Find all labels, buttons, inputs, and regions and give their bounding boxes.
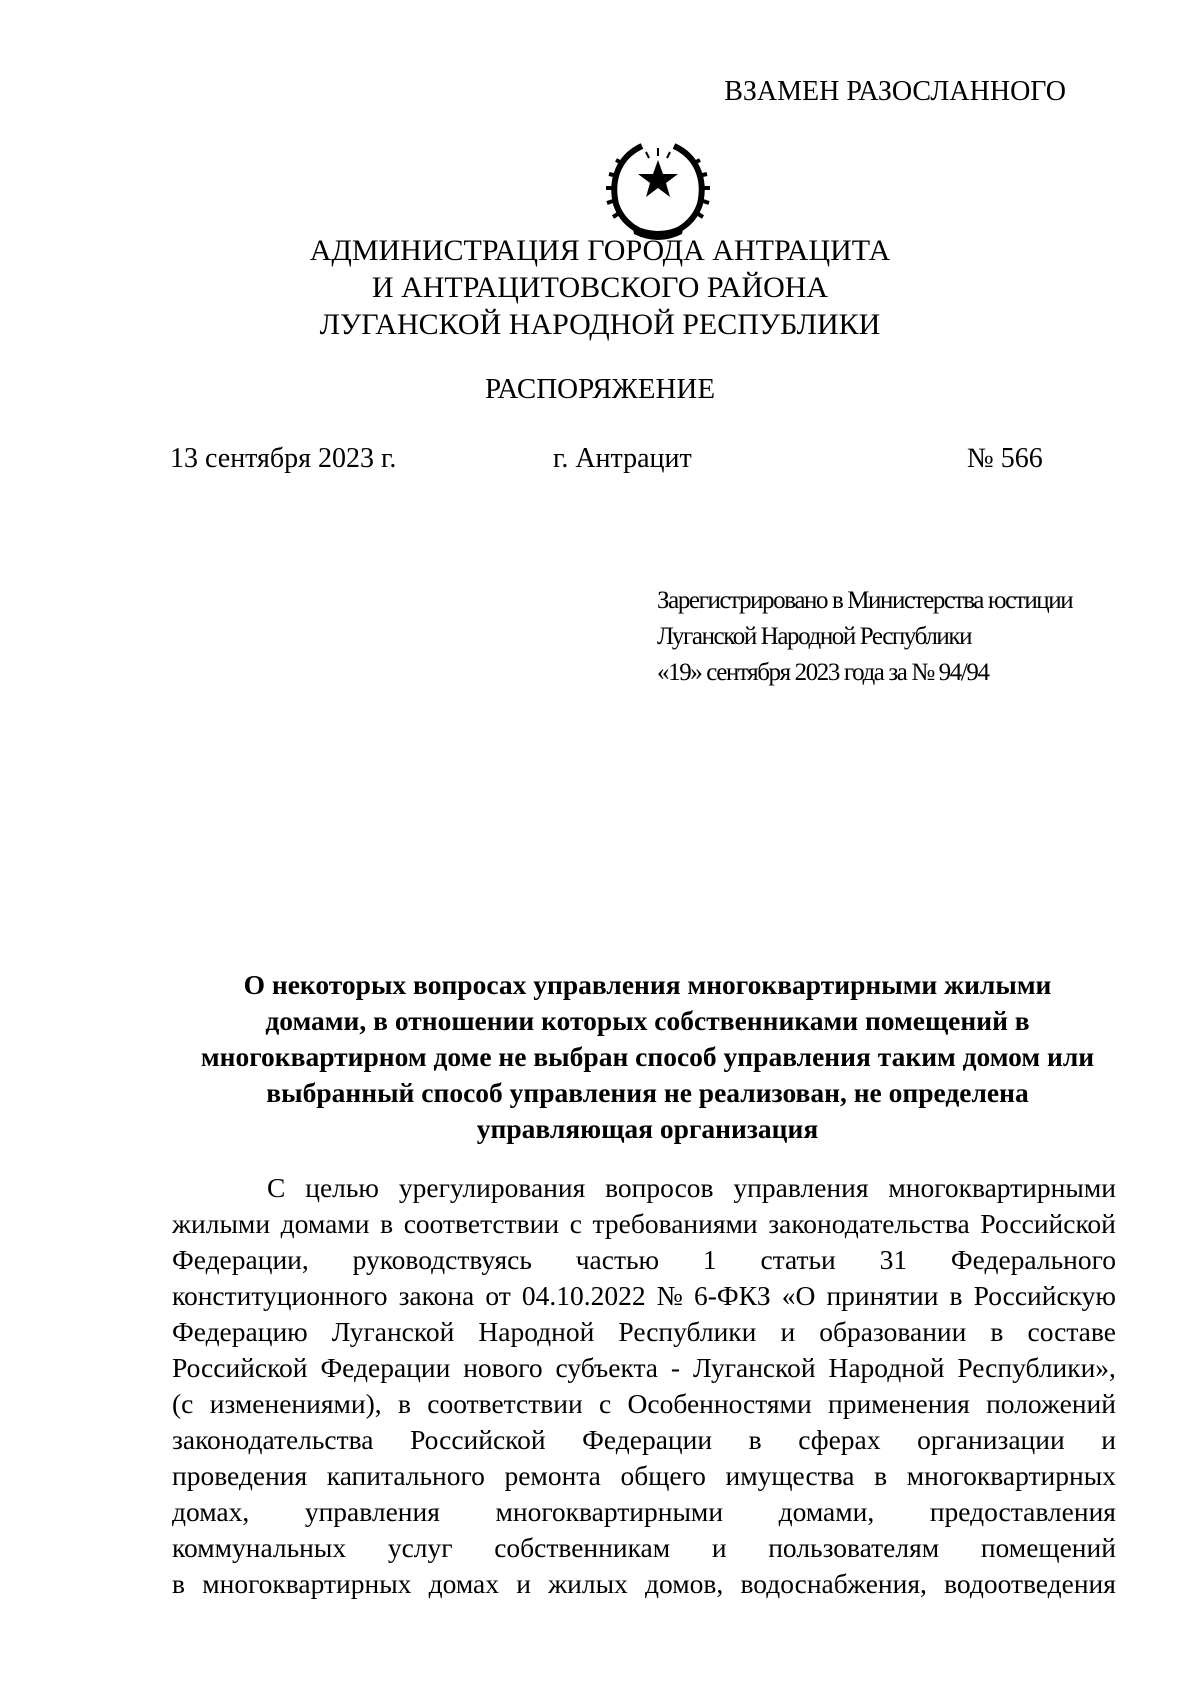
body-word: и — [780, 1316, 796, 1347]
body-word: субъекта — [555, 1352, 659, 1383]
body-word: домами, — [778, 1496, 875, 1527]
body-word: (с — [172, 1388, 194, 1419]
body-word: домах, — [172, 1496, 250, 1527]
body-line — [172, 1422, 1116, 1458]
body-word: вопросов — [605, 1172, 714, 1203]
body-word: частью — [575, 1244, 660, 1275]
registration-line: «19» сентября 2023 года за № 94/94 — [657, 659, 989, 686]
body-line — [172, 1530, 1116, 1566]
body-word: законодательства — [768, 1208, 970, 1239]
body-word: руководствуясь — [352, 1244, 532, 1275]
body-word: управления — [733, 1172, 869, 1203]
body-word: в — [397, 1388, 411, 1419]
document-date: 13 сентября 2023 г. — [170, 443, 397, 474]
body-word: Федерации, — [172, 1244, 309, 1275]
body-word: многоквартирными — [888, 1172, 1116, 1203]
body-word: 04.10.2022 — [521, 1280, 646, 1311]
body-word: Федерации — [320, 1352, 451, 1383]
body-word: предоставления — [929, 1496, 1116, 1527]
title-line: управляющая организация — [476, 1113, 819, 1144]
body-word: законодательства — [172, 1424, 374, 1455]
body-word: конституционного — [172, 1280, 388, 1311]
body-word: водоотведения — [944, 1568, 1116, 1599]
replacement-stamp: ВЗАМЕН РАЗОСЛАННОГО — [724, 76, 1066, 107]
title-line: многоквартирном доме не выбран способ управления таким домом или — [200, 1041, 1095, 1072]
body-line — [172, 1350, 1116, 1386]
body-line — [172, 1242, 1116, 1278]
body-word: многоквартирных — [202, 1568, 412, 1599]
body-word: домов, — [645, 1568, 724, 1599]
title-line: выбранный способ управления не реализован, не определена — [266, 1077, 1029, 1108]
body-word: Луганской — [331, 1316, 455, 1347]
body-word: с — [598, 1388, 612, 1419]
body-word: требованиями — [592, 1208, 758, 1239]
body-word: коммунальных — [172, 1532, 347, 1563]
body-word: услуг — [387, 1532, 453, 1563]
body-word: Республики», — [957, 1352, 1116, 1383]
body-word: водоснабжения, — [740, 1568, 927, 1599]
body-word: в — [380, 1208, 394, 1239]
body-word: С — [267, 1172, 286, 1203]
body-word: имущества — [725, 1460, 855, 1491]
organization-line: И АНТРАЦИТОВСКОГО РАЙОНА — [371, 271, 829, 304]
body-word: в — [748, 1424, 762, 1455]
body-word: 31 — [879, 1244, 908, 1275]
title-line: домами, в отношении которых собственниками помещений в — [265, 1005, 1030, 1036]
body-word: 1 — [702, 1244, 717, 1275]
registration-note — [657, 583, 1072, 691]
body-word: Федерации — [582, 1424, 713, 1455]
body-word: и — [711, 1532, 727, 1563]
body-word: от — [485, 1280, 511, 1311]
organization-line: ЛУГАНСКОЙ НАРОДНОЙ РЕСПУБЛИКИ — [319, 308, 881, 341]
body-word: ремонта — [504, 1460, 601, 1491]
body-word: организации — [917, 1424, 1065, 1455]
body-line — [172, 1458, 1116, 1494]
body-word: - — [670, 1352, 681, 1383]
coat-of-arms-emblem — [602, 138, 714, 242]
body-word: изменениями), — [209, 1388, 382, 1419]
body-word: жилых — [548, 1568, 628, 1599]
body-word: соответствии — [427, 1388, 583, 1419]
body-line — [172, 1278, 1116, 1314]
body-word: с — [569, 1208, 582, 1239]
body-word: и — [1101, 1424, 1116, 1455]
body-line — [172, 1494, 1116, 1530]
registration-line: Зарегистрировано в Министерства юстиции — [657, 587, 1073, 614]
body-word: домами — [280, 1208, 370, 1239]
body-word: сферах — [798, 1424, 881, 1455]
body-word: применения — [827, 1388, 970, 1419]
body-word: общего — [620, 1460, 706, 1491]
body-word: закона — [398, 1280, 475, 1311]
body-word: № — [656, 1280, 683, 1311]
body-line — [172, 1206, 1116, 1242]
body-word: собственникам — [494, 1532, 671, 1563]
body-word: Республики — [618, 1316, 757, 1347]
body-word: в — [874, 1460, 888, 1491]
body-word: и — [516, 1568, 531, 1599]
body-paragraph — [172, 1170, 1116, 1602]
body-word: положений — [986, 1388, 1116, 1419]
body-word: многоквартирными — [495, 1496, 724, 1527]
document-title — [175, 967, 1120, 1147]
body-word: Федерацию — [172, 1316, 308, 1347]
body-line — [172, 1170, 1116, 1206]
body-word: пользователям — [768, 1532, 940, 1563]
body-word: Российской — [410, 1424, 546, 1455]
body-word: капитального — [326, 1460, 485, 1491]
body-line — [172, 1386, 1116, 1422]
body-word: Российскую — [973, 1280, 1116, 1311]
body-word: целью — [305, 1172, 379, 1203]
body-word: в — [949, 1280, 963, 1311]
organization-line: АДМИНИСТРАЦИЯ ГОРОДА АНТРАЦИТА — [309, 234, 891, 267]
body-word: соответствии — [403, 1208, 560, 1239]
title-line: О некоторых вопросах управления многоквартирными жилыми — [243, 969, 1052, 1000]
body-word: Луганской — [693, 1352, 816, 1383]
body-word: образовании — [819, 1316, 967, 1347]
body-word: принятии — [826, 1280, 939, 1311]
body-word: составе — [1027, 1316, 1116, 1347]
body-word: «О — [781, 1280, 816, 1311]
body-word: проведения — [172, 1460, 308, 1491]
body-line — [172, 1314, 1116, 1350]
body-word: нового — [463, 1352, 543, 1383]
body-word: жилыми — [172, 1208, 271, 1239]
body-word: Народной — [478, 1316, 595, 1347]
body-word: Российской — [980, 1208, 1116, 1239]
body-word: многоквартирных — [906, 1460, 1116, 1491]
body-word: Федерального — [950, 1244, 1116, 1275]
document-type: РАСПОРЯЖЕНИЕ — [484, 373, 716, 405]
body-word: Особенностями — [627, 1388, 812, 1419]
body-word: статьи — [760, 1244, 836, 1275]
body-word: Российской — [172, 1352, 308, 1383]
body-word: домах — [428, 1568, 500, 1599]
document-city: г. Антрацит — [553, 443, 692, 474]
body-word: в — [172, 1568, 185, 1599]
body-word: Народной — [828, 1352, 945, 1383]
body-word: управления — [304, 1496, 440, 1527]
organization-name — [0, 232, 1200, 343]
registration-line: Луганской Народной Республики — [657, 623, 972, 650]
body-word: урегулирования — [398, 1172, 586, 1203]
document-number: № 566 — [967, 443, 1043, 474]
body-word: в — [990, 1316, 1004, 1347]
body-line — [172, 1566, 1116, 1602]
body-word: помещений — [980, 1532, 1116, 1563]
body-word: 6-ФКЗ — [693, 1280, 771, 1311]
